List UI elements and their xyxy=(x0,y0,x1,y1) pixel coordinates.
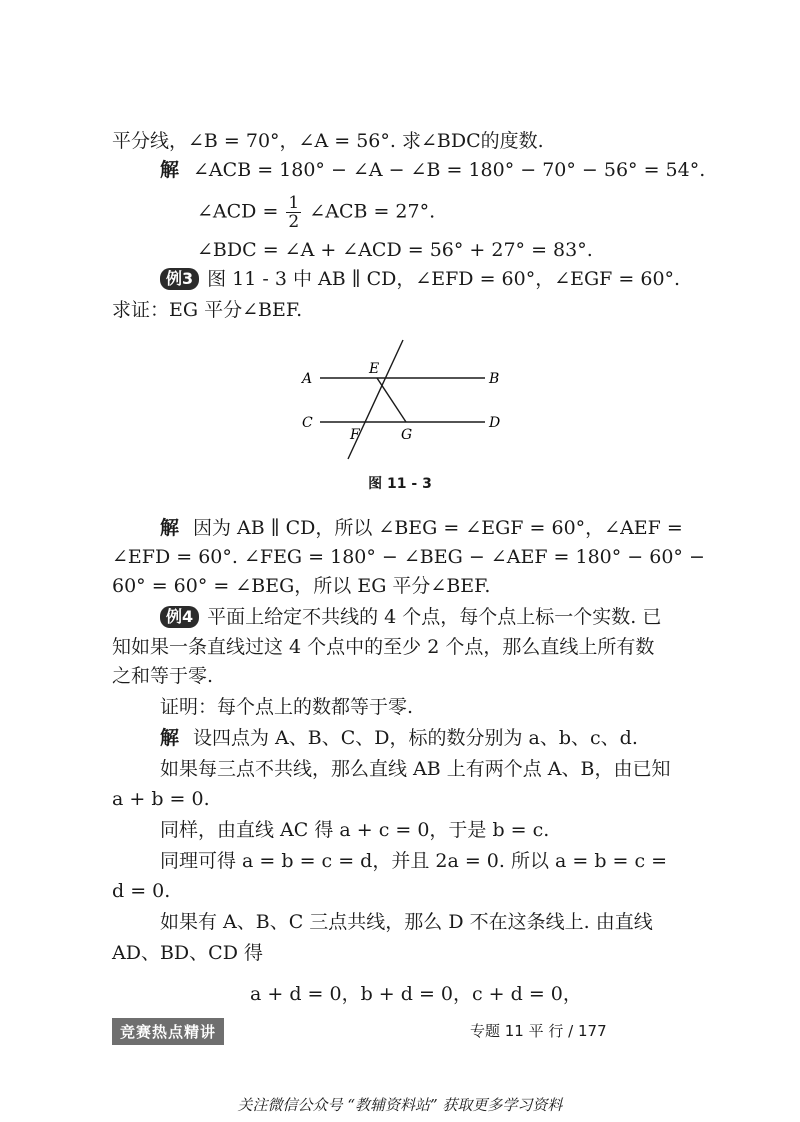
text-line-20: 如果有 A、B、C 三点共线，那么 D 不在这条线上. 由直线 xyxy=(160,911,653,933)
figure-caption: 图 11 - 3 xyxy=(368,476,432,492)
text-line-16: a + b = 0. xyxy=(112,788,210,810)
label-c: C xyxy=(302,415,313,431)
example-3-badge: 例3 xyxy=(160,268,199,290)
fraction-numerator: 1 xyxy=(288,193,300,213)
text-line-11: 知如果一条直线过这 4 个点中的至少 2 个点，那么直线上所有数 xyxy=(112,636,655,658)
text-line-21: AD、BD、CD 得 xyxy=(112,942,263,964)
label-e: E xyxy=(369,361,380,377)
equation-acb: ∠ACB = 180° − ∠A − ∠B = 180° − 70° − 56° = 54°. xyxy=(193,159,706,181)
series-tag: 竞赛热点精讲 xyxy=(112,1018,224,1045)
text-line-7: 因为 AB ∥ CD，所以 ∠BEG = ∠EGF = 60°，∠AEF = xyxy=(193,517,683,539)
text-line-18: 同理可得 a = b = c = d，并且 2a = 0. 所以 a = b = c = xyxy=(160,850,668,872)
page-chapter-number: 专题 11 平 行 / 177 xyxy=(470,1022,607,1040)
label-a: A xyxy=(302,371,313,387)
solution-label-2: 解 xyxy=(160,517,180,539)
label-f: F xyxy=(350,427,360,443)
watermark-note: 关注微信公众号 “教辅资料站” 获取更多学习资料 xyxy=(237,1096,563,1114)
example-4-text: 平面上给定不共线的 4 个点，每个点上标一个实数. 已 xyxy=(207,606,662,628)
text-line-17: 同样，由直线 AC 得 a + c = 0，于是 b = c. xyxy=(160,819,550,841)
segment-eg xyxy=(377,378,406,422)
text-line-15: 如果每三点不共线，那么直线 AB 上有两个点 A、B，由已知 xyxy=(160,758,671,780)
fraction-denominator: 2 xyxy=(288,212,300,232)
solution-line-1 xyxy=(160,157,705,183)
figure-11-3 xyxy=(290,335,520,465)
text-line-1: 平分线，∠B = 70°，∠A = 56°. 求∠BDC的度数. xyxy=(112,130,544,152)
text-line-12: 之和等于零. xyxy=(112,665,214,687)
equation-bdc: ∠BDC = ∠A + ∠ACD = 56° + 27° = 83°. xyxy=(197,239,593,261)
label-d: D xyxy=(489,415,501,431)
example-3-line xyxy=(160,266,680,292)
text-line-13: 证明：每个点上的数都等于零. xyxy=(160,696,414,718)
solution-label-3: 解 xyxy=(160,727,180,749)
text-line-9: 60° = 60° = ∠BEG，所以 EG 平分∠BEF. xyxy=(112,575,491,597)
equation-sums: a + d = 0，b + d = 0，c + d = 0， xyxy=(250,983,582,1005)
text-line-8: ∠EFD = 60°. ∠FEG = 180° − ∠BEG − ∠AEF = 180° − 60° − xyxy=(112,546,705,568)
label-g: G xyxy=(401,427,413,443)
equation-acd xyxy=(197,194,435,231)
equation-acd-left: ∠ACD = xyxy=(197,200,279,223)
label-b: B xyxy=(489,371,500,387)
example-4-badge: 例4 xyxy=(160,606,199,628)
equation-acd-right: ∠ACB = 27°. xyxy=(309,200,436,223)
text-line-19: d = 0. xyxy=(112,880,171,902)
example-4-line xyxy=(160,604,661,630)
fraction-half xyxy=(286,194,301,231)
text-line-14: 设四点为 A、B、C、D，标的数分别为 a、b、c、d. xyxy=(193,727,638,749)
solution-label: 解 xyxy=(160,159,180,181)
example-3-text: 图 11 - 3 中 AB ∥ CD，∠EFD = 60°，∠EGF = 60°. xyxy=(207,268,681,290)
text-line-6: 求证：EG 平分∠BEF. xyxy=(112,299,303,321)
solution-line-2 xyxy=(160,515,683,541)
solution-line-3 xyxy=(160,725,638,751)
